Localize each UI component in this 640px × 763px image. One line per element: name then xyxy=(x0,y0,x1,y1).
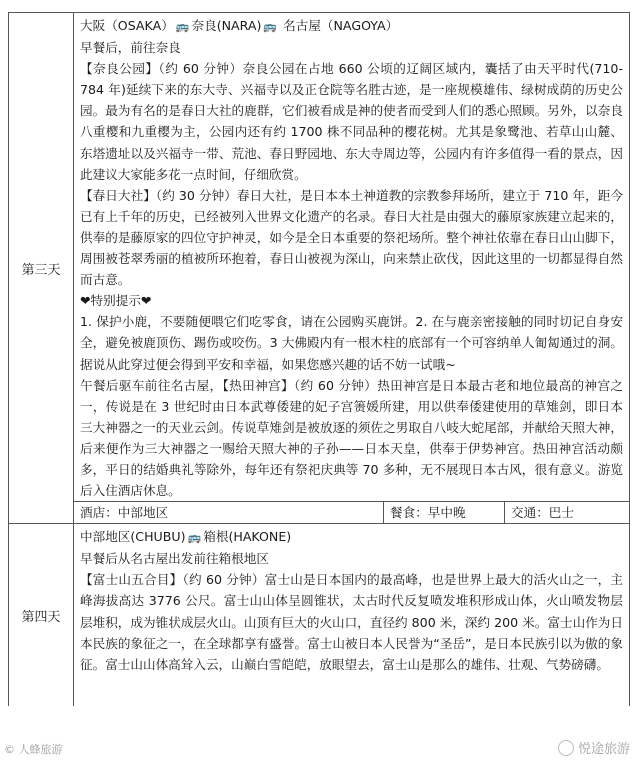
wechat-icon xyxy=(558,740,574,756)
day4-row xyxy=(9,524,629,706)
bus-icon: 🚌 xyxy=(263,20,278,33)
route-origin: 中部地区(CHUBU) xyxy=(80,529,186,545)
route-origin: 大阪（OSAKA） xyxy=(80,18,174,33)
day3-text-line: 午餐后驱车前往名古屋，【热田神宫】（约 60 分钟）热田神宫是日本最古老和地位最高的神宫之一，传说是在 3 世纪时由日本武尊倭建的妃子宫箦媛所建，用以供奉倭建使用的草雉剑，即日本三大神器之一的天业云剑。传说草雉剑是被放逐的须佐之男取自八岐大蛇尾部，并献给天照大神，后来便作为三大神器之一赐给天照大神的子孙——日本天皇，供奉于伊势神宫。热田神宫活动颇多，平日的结婚典礼等除外，每年还有祭祀庆典等 70 多种，无不展现日本古风，很有意义。游览后入住酒店休息。 xyxy=(80,377,623,499)
day3-route xyxy=(80,15,623,37)
day3-label: 第三天 xyxy=(9,13,74,523)
day3-meta xyxy=(74,501,629,523)
bus-icon: 🚌 xyxy=(187,531,202,545)
day3-body xyxy=(74,13,629,523)
day3-content xyxy=(74,13,629,501)
day4-text-line: 【富士山五合目】（约 60 分钟）富士山是日本国内的最高峰，也是世界上最大的活火山之一，主峰海拔高达 3776 公尺。富士山山体呈圆锥状，太古时代反复喷发堆积形成山体，火山喷发物层层堆积，成为锥状成层火山。山顶有巨大的火山口，直径约 800 米，深约 200 米。富士山作为日本民族的象征之一，在全球都享有盛誉。富士山被日本人民誉为“圣岳”，是日本民族引以为傲的象征。富士山山体高耸入云，山巅白雪皑皑，放眼望去，富士山是那么的雄伟、壮观、气势磅礴。 xyxy=(80,572,623,672)
day3-text-line: 早餐后，前往奈良 xyxy=(80,40,181,56)
meals-info: 餐食：早中晚 xyxy=(384,502,505,523)
watermark-left: © 人蜂旅游 xyxy=(4,743,63,756)
day3-text-line: 1. 保护小鹿，不要随便喂它们吃零食，请在公园购买鹿饼。2. 在与鹿亲密接触的同时切记自身安全，避免被鹿顶伤、踢伤或咬伤。3 大佛殿内有一根木柱的底部有一个可容纳单人匍匐通过的洞。据说从此穿过便会得到平安和幸福，如果您感兴趣的话不妨一试哦~ xyxy=(80,314,623,372)
transport-info: 交通：巴士 xyxy=(511,505,574,521)
bus-icon: 🚌 xyxy=(175,20,190,33)
hotel-info: 酒店：中部地区 xyxy=(74,502,384,523)
watermark-right-text: 悦途旅游 xyxy=(577,742,630,757)
day4-text-line: 早餐后从名古屋出发前往箱根地区 xyxy=(80,551,269,567)
day4-label: 第四天 xyxy=(9,524,74,706)
day3-row xyxy=(9,13,629,524)
itinerary-table xyxy=(8,12,630,706)
special-tip-heading: ❤特别提示❤ xyxy=(80,293,152,309)
route-destination: 箱根(HAKONE) xyxy=(203,529,292,545)
watermark-right xyxy=(558,738,630,757)
route-destination: 名古屋（NAGOYA） xyxy=(283,18,399,33)
day3-text-line: 【奈良公园】（约 60 分钟）奈良公园在占地 660 公顷的辽阔区域内，囊括了由天平时代(710-784 年)延续下来的东大寺、兴福寺以及正仓院等名胜古迹，是一座规模雄伟、绿树成荫的历史公园。最为有名的是春日大社的鹿群，它们被看成是神的使者而受到人们的悉心照顾。另外，以奈良八重樱和九重樱为主，公园内还有约 1700 株不同品种的樱花树。尤其是象鹭池、若草山山麓、东塔遗址以及兴福寺一带、荒池、春日野园地、东大寺周边等，公园内有许多值得一看的景点，因此建议大家能多花一点时间，仔细欣赏。 xyxy=(80,61,623,182)
day4-content xyxy=(74,524,629,706)
day3-text-line: 【春日大社】（约 30 分钟）春日大社，是日本本土神道教的宗教参拜场所，建立于 710 年，距今已有上千年的历史，已经被列入世界文化遗产的名录。春日大社是由强大的藤原家族建立起来的，供奉的是藤原家的四位守护神灵，如今是全日本重要的祭祀场所。整个神社依靠在春日山山脚下，周围被苍翠秀丽的植被所环抱着，春日山被视为深山，向来禁止砍伐，因此这里的一切都显得自然而古意。 xyxy=(80,187,623,288)
day4-route xyxy=(80,526,623,548)
route-stop: 奈良(NARA) xyxy=(191,18,262,33)
